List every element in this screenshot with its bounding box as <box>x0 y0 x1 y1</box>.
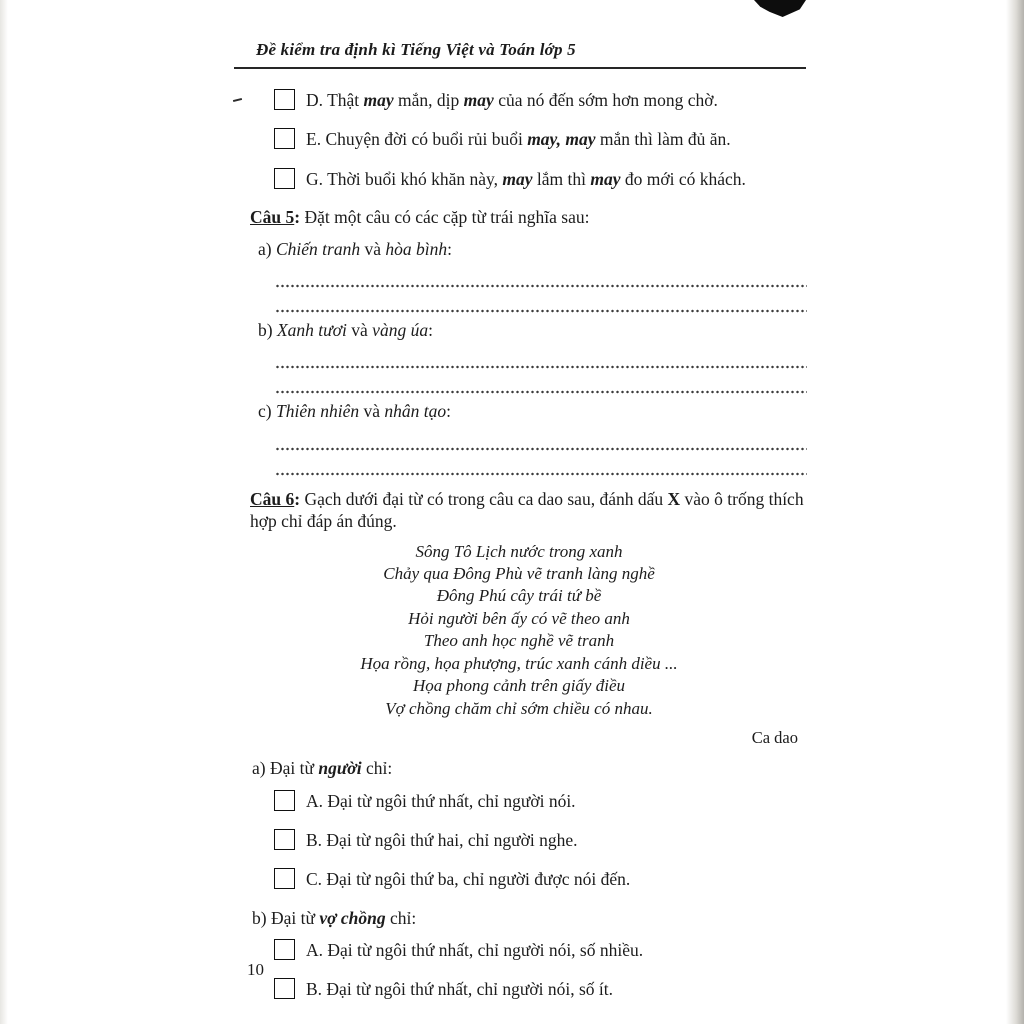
text-segment: Thiên nhiên <box>275 401 360 422</box>
poem-line: Họa phong cảnh trên giấy điều <box>413 676 625 696</box>
answer-option-row <box>274 88 824 111</box>
text-segment: hòa bình <box>385 238 448 259</box>
text-segment: c) <box>258 401 276 422</box>
text-segment: b) Đại từ <box>252 907 320 928</box>
question-5-item-b <box>258 319 824 341</box>
answer-write-line <box>275 426 807 451</box>
page-content <box>250 88 824 1017</box>
text-segment: vào ô trống thích hợp chỉ đáp án đúng. <box>250 488 804 532</box>
answer-option-label <box>306 127 731 150</box>
text-segment: a) Đại từ <box>252 758 319 779</box>
text-segment: Gạch dưới đại từ có trong câu ca dao sau, đánh dấu <box>300 488 668 509</box>
poem-line: Sông Tô Lịch nước trong xanh <box>415 541 623 561</box>
text-segment: a) <box>258 238 276 259</box>
text-segment: G. Thời buổi khó khăn này, <box>306 168 503 189</box>
text-segment: may <box>463 90 494 110</box>
text-segment: nhân tạo <box>384 401 447 422</box>
text-segment: : <box>446 401 452 422</box>
answer-option-label: B. Đại từ ngôi thứ hai, chỉ người nghe. <box>306 829 578 850</box>
text-segment: mắn thì làm đủ ăn. <box>595 129 731 150</box>
poem-attribution: Ca dao <box>751 728 798 748</box>
question-5-heading <box>250 206 824 228</box>
text-segment: may <box>590 168 621 189</box>
text-segment: vợ chồng <box>319 907 386 928</box>
text-segment: : <box>447 238 452 259</box>
answer-write-line <box>275 288 807 313</box>
answer-option-label: A. Đại từ ngôi thứ nhất, chỉ người nói, số nhiều. <box>306 940 644 961</box>
text-segment: X <box>667 488 681 509</box>
scan-corner-artifact <box>754 0 806 17</box>
poem-line: Hỏi người bên ấy có vẽ theo anh <box>408 608 630 628</box>
poem-line: Đông Phú cây trái tứ bề <box>436 586 602 606</box>
text-segment: : <box>294 207 301 228</box>
answer-option-row <box>274 789 824 812</box>
answer-checkbox-6a-c[interactable] <box>274 868 295 889</box>
answer-checkbox-6b-a[interactable] <box>274 939 295 960</box>
answer-option-label <box>306 88 718 111</box>
answer-checkbox-6a-b[interactable] <box>274 829 295 850</box>
answer-option-label: C. Đại từ ngôi thứ ba, chỉ người được nói đến. <box>306 869 631 890</box>
answer-option-row <box>274 127 824 150</box>
poem-line: Theo anh học nghề vẽ tranh <box>423 631 615 651</box>
text-segment: của nó đến sớm hơn mong chờ. <box>493 90 718 110</box>
question-6a-heading <box>252 757 824 779</box>
text-segment: may <box>502 168 533 189</box>
answer-option-row <box>274 938 824 961</box>
scan-stray-mark <box>233 98 242 102</box>
question-5-item-c <box>258 400 824 422</box>
text-segment: Đặt một câu có các cặp từ trái nghĩa sau: <box>300 207 590 228</box>
answer-write-line <box>275 263 807 288</box>
answer-option-row <box>274 977 824 1000</box>
book-title: Đề kiểm tra định kì Tiếng Việt và Toán lớp 5 <box>256 40 576 59</box>
text-segment: Chiến tranh <box>275 238 361 259</box>
text-segment: người <box>318 758 362 779</box>
text-segment: mắn, dịp <box>393 90 464 110</box>
answer-option-row <box>274 867 824 890</box>
poem-line: Họa rồng, họa phượng, trúc xanh cánh diều ... <box>360 653 678 673</box>
folk-poem <box>250 541 788 721</box>
text-segment: Xanh tươi <box>276 319 347 340</box>
question-6-heading <box>250 488 824 533</box>
question-5-item-a <box>258 238 824 260</box>
answer-option-label: B. Đại từ ngôi thứ nhất, chỉ người nói, số ít. <box>306 979 614 1000</box>
answer-option-label <box>306 167 746 190</box>
answer-write-line <box>275 369 807 394</box>
text-segment: : <box>428 319 433 340</box>
text-segment: may, may <box>527 129 596 150</box>
text-segment: lắm thì <box>532 168 591 189</box>
answer-checkbox-6a-a[interactable] <box>274 790 295 811</box>
page-number: 10 <box>247 960 264 979</box>
text-segment: b) <box>258 319 277 340</box>
answer-checkbox-e[interactable] <box>274 128 295 149</box>
text-segment: D. Thật <box>306 90 364 110</box>
text-segment: Câu 5 <box>250 207 295 228</box>
poem-line: Vợ chồng chăm chỉ sớm chiều có nhau. <box>385 698 653 718</box>
answer-option-row <box>274 828 824 851</box>
answer-option-label: A. Đại từ ngôi thứ nhất, chỉ người nói. <box>306 790 576 811</box>
text-segment: chỉ: <box>361 758 393 779</box>
text-segment: chỉ: <box>385 907 417 928</box>
question-6b-heading <box>252 907 824 929</box>
answer-option-row <box>274 167 824 190</box>
text-segment: và <box>359 401 385 422</box>
text-segment: và <box>346 319 373 340</box>
page-header <box>234 40 806 69</box>
answer-checkbox-d[interactable] <box>274 89 295 110</box>
poem-line: Chảy qua Đông Phù vẽ tranh làng nghề <box>383 563 655 583</box>
text-segment: E. Chuyện đời có buổi rủi buổi <box>306 129 528 150</box>
answer-write-line <box>275 451 807 476</box>
answer-write-line <box>275 344 807 369</box>
page-left-edge-shading <box>0 0 8 1024</box>
answer-checkbox-g[interactable] <box>274 168 295 189</box>
text-segment: và <box>360 238 386 259</box>
text-segment: đo mới có khách. <box>620 168 746 189</box>
page-right-edge-shading <box>1006 0 1024 1024</box>
answer-checkbox-6b-b[interactable] <box>274 978 295 999</box>
text-segment: vàng úa <box>372 319 429 340</box>
text-segment: : <box>294 488 301 509</box>
text-segment: may <box>363 90 394 110</box>
text-segment: Câu 6 <box>250 488 295 509</box>
